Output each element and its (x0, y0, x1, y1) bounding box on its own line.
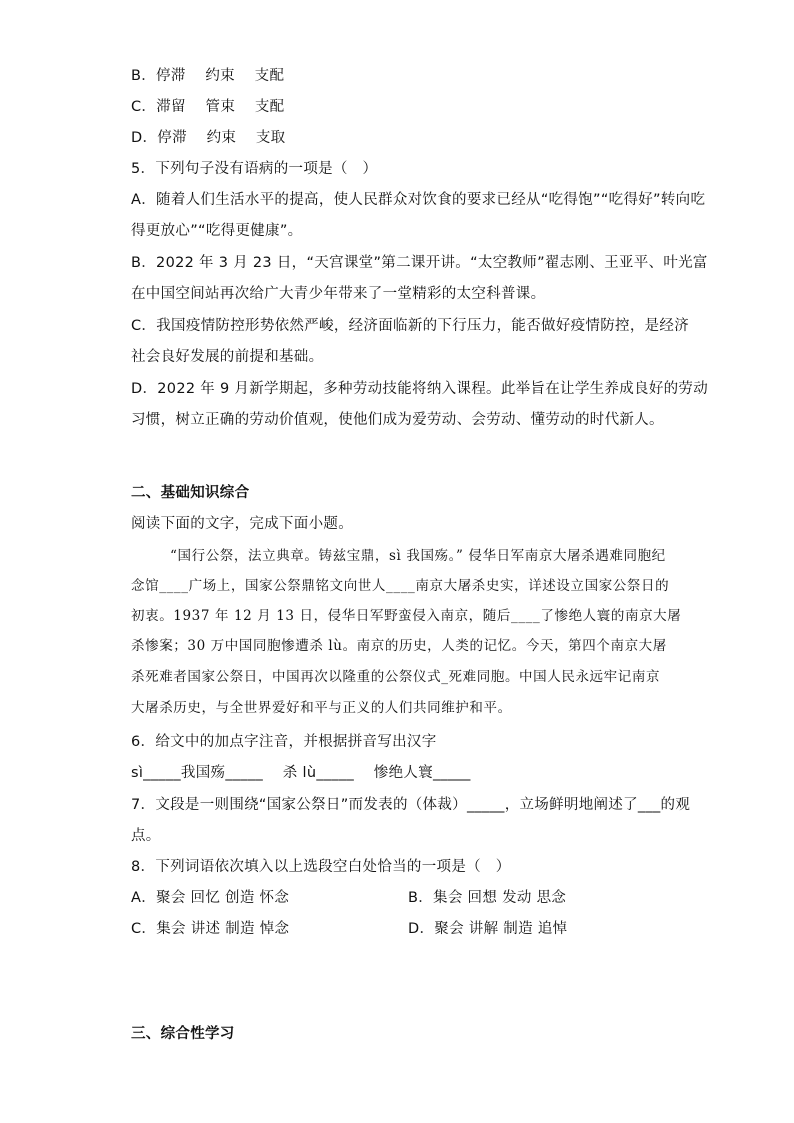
q5-option-a-line1: A．随着人们生活水平的提高，使人民群众对饮食的要求已经从“吃得饱”“吃得好”转向吃 (131, 192, 706, 208)
q8-option-d: D．聚会 讲解 制造 追悼 (408, 921, 568, 937)
section-2-title: 二、基础知识综合 (131, 485, 250, 501)
q8-option-b: B．集会 回想 发动 思念 (408, 890, 567, 906)
passage-line-4: 杀惨案；30 万中国同胞惨遭杀 lù。南京的历史，人类的记忆。今天，第四个南京大屠 (131, 638, 667, 654)
q5-option-a-line2: 得更放心”“吃得更健康”。 (131, 223, 303, 239)
passage-line-6: 大屠杀历史，与全世界爱好和平与正义的人们共同维护和平。 (131, 700, 512, 716)
q8-option-a: A．聚会 回忆 创造 怀念 (131, 890, 290, 906)
q6-stem: 6．给文中的加点字注音，并根据拼音写出汉字 (131, 734, 437, 750)
q8-stem: 8．下列词语依次填入以上选段空白处恰当的一项是（ ） (131, 859, 511, 875)
q4-option-b: B．停滞 约束 支配 (131, 68, 285, 84)
passage-line-2: 念馆____广场上，国家公祭鼎铭文向世人____南京大屠杀史实，详述设立国家公祭日的 (131, 578, 670, 594)
q5-option-b-line2: 在中国空间站再次给广大青少年带来了一堂精彩的太空科普课。 (131, 286, 546, 302)
q5-option-c-line2: 社会良好发展的前提和基础。 (131, 349, 324, 365)
q5-option-b-line1: B．2022 年 3 月 23 日，“天宫课堂”第二课开讲。“太空教师”翟志刚、王亚平、叶光富 (131, 255, 708, 271)
q4-option-d: D．停滞 约束 支取 (131, 130, 286, 146)
q6-blanks: sì_____我国殇_____ 杀 lù_____ 惨绝人寰_____ (131, 765, 471, 781)
q5-option-d-line1: D．2022 年 9 月新学期起，多种劳动技能将纳入课程。此举旨在让学生养成良好的劳动 (131, 381, 709, 397)
passage-line-5: 杀死难者国家公祭日，中国再次以隆重的公祭仪式_死难同胞。中国人民永远牢记南京 (131, 669, 661, 685)
section-3-title: 三、综合性学习 (131, 1026, 235, 1042)
q7-line2: 点。 (131, 828, 161, 844)
section-2-instruction: 阅读下面的文字，完成下面小题。 (131, 516, 353, 532)
q5-stem: 5．下列句子没有语病的一项是（ ） (131, 161, 378, 177)
q5-option-d-line2: 习惯，树立正确的劳动价值观，使他们成为爱劳动、会劳动、懂劳动的时代新人。 (131, 412, 664, 428)
q4-option-c: C．滞留 管束 支配 (131, 99, 285, 115)
q5-option-c-line1: C．我国疫情防控形势依然严峻，经济面临新的下行压力，能否做好疫情防控，是经济 (131, 318, 690, 334)
q7-line1: 7．文段是一则围绕“国家公祭日”而发表的（体裁）_____，立场鲜明地阐述了___的观 (131, 797, 691, 813)
passage-line-1: “国行公祭，法立典章。铸兹宝鼎，sì 我国殇。” 侵华日军南京大屠杀遇难同胞纪 (170, 548, 666, 564)
passage-line-3: 初衷。1937 年 12 月 13 日，侵华日军野蛮侵入南京，随后____了惨绝人寰的南京大屠 (131, 608, 682, 624)
q8-option-c: C．集会 讲述 制造 悼念 (131, 921, 290, 937)
